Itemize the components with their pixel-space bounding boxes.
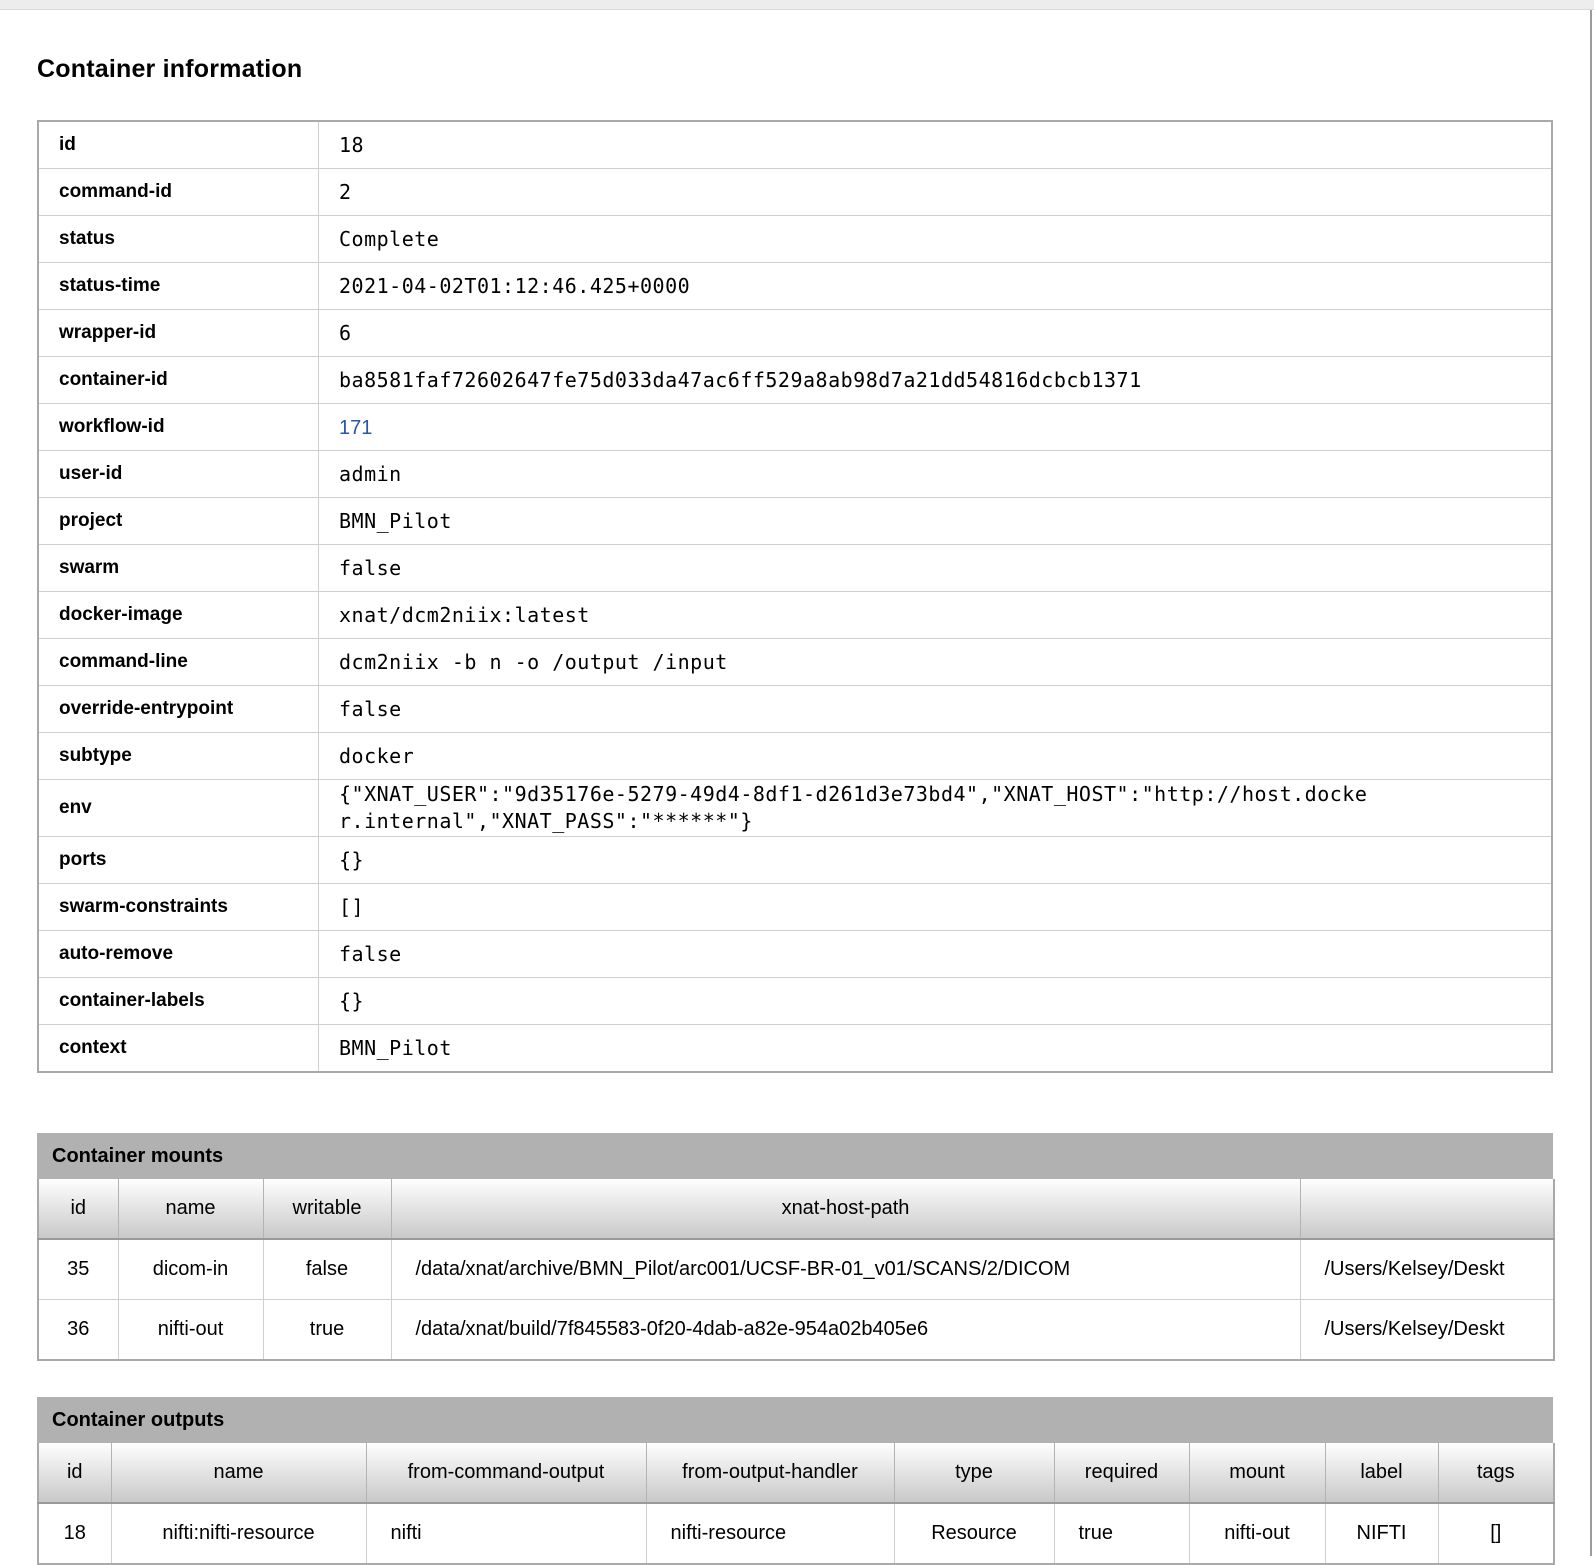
column-header-name: name (111, 1443, 366, 1503)
container-outputs-section (37, 1397, 1594, 1565)
outputs-cell-name: nifti:nifti-resource (111, 1503, 366, 1564)
column-header-writable: writable (263, 1179, 391, 1239)
info-value-text: false (339, 941, 402, 966)
info-value-text: {} (339, 847, 365, 872)
outputs-cell-required: true (1054, 1503, 1189, 1564)
info-value (319, 639, 1553, 686)
info-row (38, 686, 1552, 733)
info-label: command-id (38, 169, 319, 216)
info-row (38, 931, 1552, 978)
info-value (319, 404, 1553, 451)
info-value-text: false (339, 555, 402, 580)
outputs-table-row (38, 1503, 1554, 1564)
info-value-text: BMN_Pilot (339, 1035, 452, 1060)
info-value-text: admin (339, 461, 402, 486)
info-row (38, 733, 1552, 780)
outputs-cell-from-command-output: nifti (366, 1503, 646, 1564)
mounts-cell-writable: false (263, 1239, 391, 1300)
mounts-section-header: Container mounts (37, 1133, 1553, 1179)
info-value (319, 357, 1553, 404)
info-value-text: BMN_Pilot (339, 508, 452, 533)
info-value (319, 884, 1553, 931)
info-value (319, 498, 1553, 545)
info-row (38, 357, 1552, 404)
info-row (38, 121, 1552, 169)
info-label: container-labels (38, 978, 319, 1025)
info-value (319, 733, 1553, 780)
info-value-text: 2 (339, 179, 352, 204)
mounts-table-row (38, 1300, 1554, 1361)
column-header-name: name (118, 1179, 263, 1239)
info-label: status (38, 216, 319, 263)
info-label: wrapper-id (38, 310, 319, 357)
mounts-cell-xnat-host-path: /data/xnat/archive/BMN_Pilot/arc001/UCSF-BR-01_v01/SCANS/2/DICOM (391, 1239, 1300, 1300)
info-value-text: {"XNAT_USER":"9d35176e-5279-49d4-8df1-d261d3e73bd4","XNAT_HOST":"http://host.docker.internal","XNAT_PASS":"******"} (339, 782, 1368, 833)
info-value (319, 837, 1553, 884)
column-header-tags: tags (1438, 1443, 1554, 1503)
info-label: subtype (38, 733, 319, 780)
info-row (38, 545, 1552, 592)
column-header-id: id (38, 1443, 111, 1503)
outputs-cell-tags: [] (1438, 1503, 1554, 1564)
info-row (38, 1025, 1552, 1073)
info-row (38, 263, 1552, 310)
info-row (38, 404, 1552, 451)
info-value (319, 780, 1553, 837)
info-value (319, 310, 1553, 357)
info-value (319, 931, 1553, 978)
mounts-cell-name: nifti-out (118, 1300, 263, 1361)
info-value-text: dcm2niix -b n -o /output /input (339, 649, 728, 674)
info-label: container-id (38, 357, 319, 404)
info-value-text: 2021-04-02T01:12:46.425+0000 (339, 273, 691, 298)
info-row (38, 451, 1552, 498)
info-value-text: ba8581faf72602647fe75d033da47ac6ff529a8ab98d7a21dd54816dcbcb1371 (339, 367, 1142, 392)
info-row (38, 169, 1552, 216)
column-header-col4 (1300, 1179, 1554, 1239)
info-row (38, 310, 1552, 357)
mounts-header-row (38, 1179, 1554, 1239)
outputs-cell-from-output-handler: nifti-resource (646, 1503, 894, 1564)
info-label: auto-remove (38, 931, 319, 978)
container-info-table (37, 120, 1553, 1073)
mounts-table-row (38, 1239, 1554, 1300)
page-right-border (1590, 10, 1592, 1556)
info-row (38, 780, 1552, 837)
mounts-cell-col4: /Users/Kelsey/Deskt (1300, 1300, 1554, 1361)
info-value (319, 592, 1553, 639)
info-label: override-entrypoint (38, 686, 319, 733)
info-value-text: Complete (339, 226, 440, 251)
column-header-required: required (1054, 1443, 1189, 1503)
info-value-text: [] (339, 894, 365, 919)
mounts-table (37, 1179, 1555, 1361)
info-label: docker-image (38, 592, 319, 639)
info-value-text: false (339, 696, 402, 721)
info-label: user-id (38, 451, 319, 498)
info-label: swarm-constraints (38, 884, 319, 931)
info-label: status-time (38, 263, 319, 310)
page-content (0, 55, 1594, 1565)
column-header-mount: mount (1189, 1443, 1325, 1503)
mounts-cell-writable: true (263, 1300, 391, 1361)
info-value (319, 121, 1553, 169)
info-value-text: 18 (339, 132, 365, 157)
info-row (38, 639, 1552, 686)
info-row (38, 498, 1552, 545)
info-label: context (38, 1025, 319, 1073)
info-value (319, 686, 1553, 733)
column-header-xnat-host-path: xnat-host-path (391, 1179, 1300, 1239)
info-label: swarm (38, 545, 319, 592)
column-header-id: id (38, 1179, 118, 1239)
info-label: workflow-id (38, 404, 319, 451)
info-label: ports (38, 837, 319, 884)
info-row (38, 837, 1552, 884)
info-row (38, 884, 1552, 931)
info-label: id (38, 121, 319, 169)
info-value (319, 263, 1553, 310)
column-header-label: label (1325, 1443, 1438, 1503)
info-value-text: {} (339, 988, 365, 1013)
column-header-from-output-handler: from-output-handler (646, 1443, 894, 1503)
info-row (38, 978, 1552, 1025)
info-value (319, 216, 1553, 263)
outputs-cell-mount: nifti-out (1189, 1503, 1325, 1564)
browser-top-strip (0, 0, 1594, 10)
mounts-cell-name: dicom-in (118, 1239, 263, 1300)
outputs-table (37, 1443, 1555, 1565)
info-value (319, 169, 1553, 216)
info-value (319, 545, 1553, 592)
info-value (319, 1025, 1553, 1073)
info-row (38, 592, 1552, 639)
container-mounts-section (37, 1133, 1594, 1361)
info-label: env (38, 780, 319, 837)
mounts-cell-xnat-host-path: /data/xnat/build/7f845583-0f20-4dab-a82e-954a02b405e6 (391, 1300, 1300, 1361)
info-label: command-line (38, 639, 319, 686)
outputs-cell-type: Resource (894, 1503, 1054, 1564)
outputs-header-row (38, 1443, 1554, 1503)
column-header-from-command-output: from-command-output (366, 1443, 646, 1503)
column-header-type: type (894, 1443, 1054, 1503)
mounts-cell-id: 35 (38, 1239, 118, 1300)
info-value-text: docker (339, 743, 415, 768)
info-label: project (38, 498, 319, 545)
page-title: Container information (37, 55, 303, 83)
info-row (38, 216, 1552, 263)
info-value (319, 451, 1553, 498)
info-value (319, 978, 1553, 1025)
mounts-cell-col4: /Users/Kelsey/Deskt (1300, 1239, 1554, 1300)
workflow-id-link[interactable]: 171 (339, 416, 373, 439)
mounts-cell-id: 36 (38, 1300, 118, 1361)
outputs-cell-label: NIFTI (1325, 1503, 1438, 1564)
outputs-cell-id: 18 (38, 1503, 111, 1564)
info-value-text: 6 (339, 320, 352, 345)
outputs-section-header: Container outputs (37, 1397, 1553, 1443)
info-value-text: xnat/dcm2niix:latest (339, 602, 590, 627)
